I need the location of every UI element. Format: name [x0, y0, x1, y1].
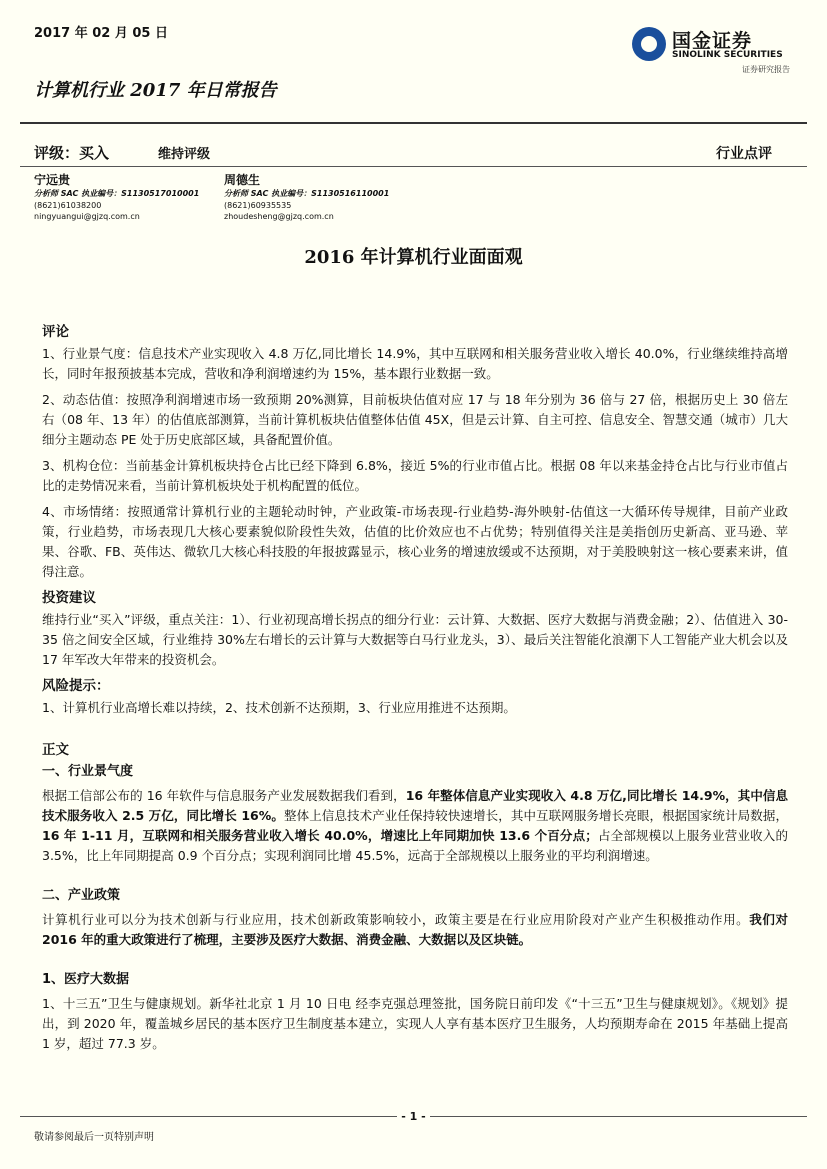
report-body — [42, 318, 788, 1060]
analyst-phone: (8621)60935535 — [224, 200, 292, 210]
disclaimer-note: 敬请参阅最后一页特别声明 — [34, 1132, 154, 1143]
section-paragraph: 根据工信部公布的 16 年软件与信息服务产业发展数据我们看到，16 年整体信息产业实现收入 4.8 万亿,同比增长 14.9%，其中信息技术服务收入 2.5 万亿，同比增长 16%。整体上信息技术产业任保持较快速增长，其中互联网服务增长亮眼，根据国家统计局数据，16 年 1-11 月，互联网和相关服务营业收入增长 40.0%，增速比上年同期加快 13.6 个百分点；占全部规模以上服务业营业收入的 3.5%，比上年同期提高 0.9 个百分点；实现利润同比增 45.5%，远高于全部规模以上服务业的平均利润增速。 — [42, 788, 789, 863]
analyst-name: 宁远贵 — [34, 173, 71, 187]
section-paragraph: 1、十三五”卫生与健康规划。新华社北京 1 月 10 日电 经李克强总理签批，国务院日前印发《“十三五”卫生与健康规划》。《规划》提出，到 2020 年，覆盖城乡居民的基本医疗卫生制度基本建立，实现人人享有基本医疗卫生服务，人均预期寿命在 2015 年基础上提高 1 岁，超过 77.3 岁。 — [42, 996, 788, 1051]
rating-maintain: 维持评级 — [158, 147, 211, 162]
analyst-email: ningyuangui@gjzq.com.cn — [34, 212, 140, 221]
analyst-phone: (8621)61038200 — [34, 200, 102, 210]
body-heading: 正文 — [42, 742, 69, 758]
section-heading: 一、行业景气度 — [42, 764, 134, 779]
comment-paragraph: 2、动态估值：按照净利润增速市场一致预期 20%测算，目前板块估值对应 17 与 18 年分别为 36 倍与 27 倍，根据历史上 30 倍左右（08 年、13 年）的估值底部测算，当前计算机板块估值整体估值 45X，但是云计算、自主可控、信息安全、智慧交通（城市）几大细分主题动态 PE 处于历史底部区域，具备配置价值。 — [42, 392, 788, 447]
analyst-card — [34, 172, 199, 223]
invest-paragraph: 维持行业“买入”评级，重点关注：1）、行业初现高增长拐点的细分行业：云计算、大数据、医疗大数据与消费金融；2）、估值进入 30-35 倍之间安全区域，行业维持 30%左右增长的云计算与大数据等白马行业龙头，3）、最后关注智能化浪潮下人工智能产业大机会以及 17 年军改大年带来的投资机会。 — [42, 612, 788, 667]
section-paragraph: 计算机行业可以分为技术创新与行业应用，技术创新政策影响较小，政策主要是在行业应用阶段对产业产生积极推动作用。我们对 2016 年的重大政策进行了梳理，主要涉及医疗大数据、消费金融、大数据以及区块链。 — [42, 912, 788, 947]
comment-paragraph: 1、行业景气度：信息技术产业实现收入 4.8 万亿,同比增长 14.9%，其中互联网和相关服务营业收入增长 40.0%，行业继续维持高增长，同时年报预披基本完成，营收和净利润增速约为 15%，基本跟行业数据一致。 — [42, 346, 788, 381]
section-heading: 1、医疗大数据 — [42, 972, 130, 987]
header-divider — [20, 122, 807, 124]
comment-paragraph: 3、机构仓位：当前基金计算机板块持仓占比已经下降到 6.8%，接近 5%的行业市值占比。根据 08 年以来基金持仓占比与行业市值占比的走势情况来看，当前计算机板块处于机构配置的低位。 — [42, 458, 788, 493]
logo-name-cn: 国金证券 — [672, 30, 753, 52]
analyst-name: 周德生 — [224, 173, 261, 187]
report-type: 行业点评 — [716, 146, 772, 162]
analyst-email: zhoudesheng@gjzq.com.cn — [224, 212, 334, 221]
invest-heading: 投资建议 — [42, 590, 96, 606]
analyst-card — [224, 172, 389, 223]
risk-heading: 风险提示： — [42, 678, 110, 694]
analyst-license: 分析师 SAC 执业编号：S1130517010001 — [34, 189, 200, 198]
rating-divider — [20, 166, 807, 167]
analyst-license: 分析师 SAC 执业编号：S1130516110001 — [224, 189, 390, 198]
report-title: 计算机行业 2017 年日常报告 — [34, 80, 277, 101]
report-date: 2017 年 02 月 05 日 — [34, 26, 168, 41]
comment-paragraph: 4、市场情绪：按照通常计算机行业的主题轮动时钟，产业政策-市场表现-行业趋势-海外映射-估值这一大循环传导规律，目前产业政策，行业趋势，市场表现几大核心要素貌似阶段性失效，估值的比价效应也不占优势；特别值得关注是美指创历史新高、亚马逊、苹果、谷歌、FB、英伟达、微软几大核心科技股的年报披露显示，核心业务的增速放缓或不达预期，对于美股映射这一核心要素来讲，值得注意。 — [42, 504, 788, 579]
rating-label: 评级：买入 — [34, 144, 110, 162]
logo-name-en: SINOLINK SECURITIES — [672, 50, 783, 60]
main-title: 2016 年计算机行业面面观 — [304, 247, 523, 268]
logo-mark-icon — [632, 27, 666, 61]
logo-subtitle: 证券研究报告 — [742, 65, 790, 74]
comment-heading: 评论 — [42, 324, 69, 340]
section-heading: 二、产业政策 — [42, 888, 121, 903]
company-logo — [632, 24, 792, 79]
page-number: - 1 - — [0, 1110, 827, 1123]
risk-paragraph: 1、计算机行业高增长难以持续，2、技术创新不达预期，3、行业应用推进不达预期。 — [42, 700, 516, 715]
